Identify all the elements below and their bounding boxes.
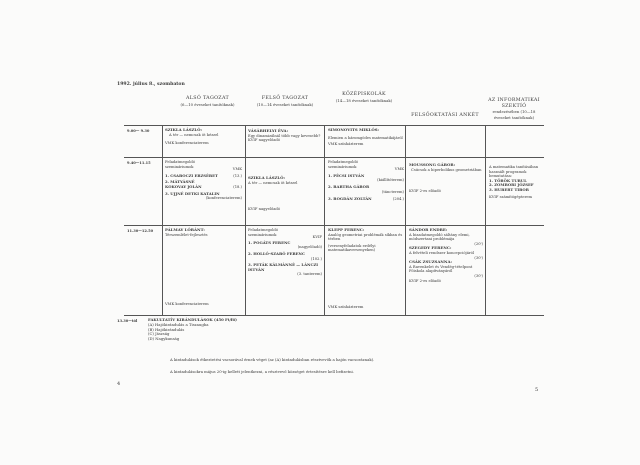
speaker-name: SÁNDOR ENDRE: [409,227,448,232]
talk-title: Egy dinamizálnál több vagy kevesebb? [248,133,321,138]
time-slot-2: 9.40—11.15 [127,161,151,165]
speaker-name: SZEGEDY FERENC: [409,245,452,251]
location-label: KVIF [312,235,322,240]
time-slot-3: 11.30—12.50 [127,229,154,233]
seminar-group: 1. POGÁTS FERENC (nagyelőadó) [248,239,322,250]
talk-duration: (30') [474,273,483,278]
session-cell [165,128,242,145]
speaker-name: SZIKLA LÁSZLÓ: [165,127,202,132]
talk-title: Elemien a háromgödes matematikájáról [328,135,403,140]
speaker-name: MOUSSONG GÁBOR: [409,162,456,167]
seminar-group: 3. PETÁK KÁLMÁNNÉ — LÁNCZI ISTVÁN (3. tanterem) [248,262,322,277]
speaker-name: KLEPP FERENC: [328,227,365,232]
grid-line [124,225,544,226]
room-label: KVIF nagyelőadó [248,207,280,212]
seminar-group: 1. PÉCSI ISTVÁN (kiállítóterem) [328,172,404,183]
talk-duration: (30') [474,255,483,260]
talk-title: Csúcsok a hiperbolikus geometriában [411,167,482,172]
talk-title: A tér — nemcsak öt kézzel [169,132,219,137]
location-label: VMK [232,167,242,172]
room-label: VMK színházterem [328,142,364,147]
session-cell [248,228,322,277]
excursion-option: (D) Nagykunság [148,336,180,342]
speaker-name: CSÁK ZSUZSANNA: [409,259,452,265]
speaker-name: PÁLMAY LÓRÁNT: [165,227,205,232]
location-label: VMK [394,167,404,172]
presenter-name: 2. ZOMBORI JÓZSEF [489,182,534,188]
session-cell [409,228,483,283]
time-slot-4: 13.30—tól [117,319,138,323]
header-lower-grades: ALSÓ TAGOZAT (6—10 éveseket tanítóknak) [180,96,235,107]
excursion-option: (B) Hajókirándulás [148,326,185,332]
session-cell [165,160,242,201]
seminar-group: 3. BOGDÁN ZOLTÁN (204.) [328,196,404,202]
session-cell [248,176,322,212]
session-cell [165,228,242,237]
grid-line [124,157,544,158]
grid-line [124,315,544,316]
session-cell [328,160,404,202]
header-informatics-section: AZ INFORMATIKAI SZEKTÍÓ rendezésében (10—18 éveseket tanítóknak) [488,98,540,120]
seminar-heading: Feladatmegoldó szemináriumok [328,160,358,169]
talk-title: A matematika tanításában használt programok bemutatása: [489,165,539,179]
talk-title: A felvételi rendszer koncepciójáról [409,250,475,255]
header-higher-education: FELSŐOKTATÁSI ANKÉT [411,113,479,118]
seminar-group: 2. HOLLÓ-SZABÓ FERENC (102.) [248,250,322,261]
talk-title: A tér — nemcsak öt kézzel [248,180,298,185]
excursions-block [148,318,528,342]
speaker-name: VÁSÁRHELYI ÉVA: [248,128,289,133]
room-label: VMK színházterem [328,305,364,309]
page-number-right: 5 [535,387,539,393]
session-cell [328,228,404,253]
grid-line [324,125,325,315]
talk-title: Analóg geometriai problémák síkban és térben [328,232,403,242]
seminar-group: 1. CSABOCZI ERZSÉBET (13.) [165,172,242,178]
speaker-name: SIMONOVITS MIKLÓS: [328,127,379,132]
session-cell [489,165,545,199]
talk-title: A bizadatmegoldó sáltány elemi, módszertani problémája [409,232,470,242]
grid-line [162,125,163,315]
excursions-title: FAKULTATÍV KIRÁNDULÁSOK (450 Ft/fő) [148,317,237,322]
room-label: KVIF nagyelőadó [248,138,280,143]
grid-line [405,125,406,315]
seminar-group: 3. UJJNÉ DETKI KATALIN (konferenciaterem) [165,190,242,201]
speaker-name: SZIKLA LÁSZLÓ: [248,175,285,180]
header-secondary-schools: KÖZÉPISKOLÁK (14—18 éveseket tanítóknak) [335,92,393,103]
talk-title: Térszemlélet-fejlesztés [165,232,208,237]
talk-subtitle: (versenyfeladatok erdélyi matematikaversenyeken) [328,243,376,253]
excursion-note: A kirándulások étkeztetési vacsorával érnek véget (az (A) kirándulásban résztvevők a hajón vacsoráznak). [170,357,375,362]
seminar-heading: Feladatmegoldó szemináriumok [165,160,195,169]
grid-line [124,125,544,126]
room-label: VMK konferenciaterem [165,302,209,306]
header-upper-grades: FELSŐ TAGOZAT (10—14 éveseket tanítóknak) [256,96,314,107]
time-slot-1: 9.00— 9.30 [127,129,150,133]
seminar-group: 2. MÁTYÁSNÉ KOKOVAY JOLÁN (18.) [165,179,242,189]
page-number-left: 4 [117,381,121,387]
talk-title: A Ravenkelet és Vendég-tételpont Főiskola alapítványáról [409,264,473,274]
presenter-name: 3. HUBERT TIBOR [489,186,529,192]
session-cell [409,163,483,194]
grid-line [485,125,486,315]
talk-duration: (20') [474,241,483,246]
excursion-note: A kirándulásokra május 20-ig kellett jelentkezni, a résztvevő községet értesítésre kell befizetni. [170,369,354,374]
room-label: VMK konferenciaterem [165,140,209,145]
seminar-group: 2. BARTHA GÁBOR (táncterem) [328,183,404,194]
seminar-heading: Feladatmegoldó szemináriumok [248,228,278,237]
session-cell [248,128,322,143]
room-label: KVIF 2-es előadó [409,189,441,194]
room-cell [165,302,242,307]
session-cell [328,128,404,147]
presenter-name: 1. TÖRÖK TURUL [489,177,527,183]
grid-line [245,125,246,315]
room-cell [328,305,404,310]
excursion-option: (A) Hajókirándulás a Tiszaugba [148,321,209,327]
room-label: KVIF számítógépterem [489,194,533,199]
excursion-option: (C) Jászság [148,331,170,337]
page-date: 1992. július 8., szombaton [117,82,185,87]
room-label: KVIF 2-es előadó [409,278,441,283]
